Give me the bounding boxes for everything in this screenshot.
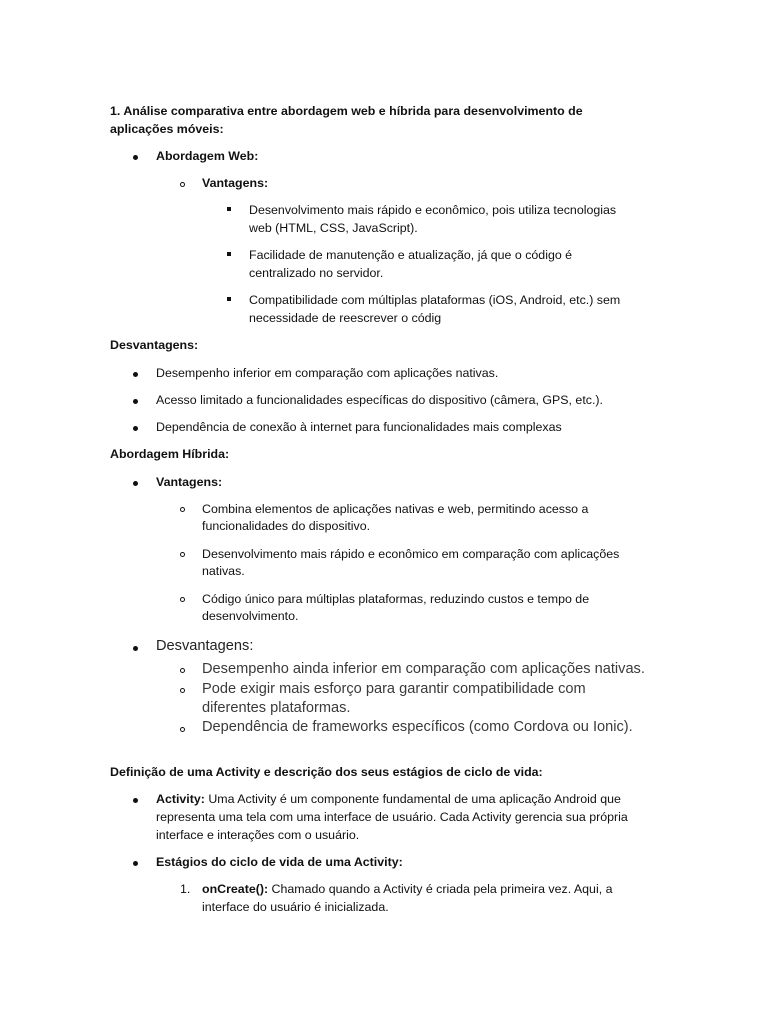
hibrida-title: Abordagem Híbrida: [110, 447, 230, 461]
bullet-circle-icon [180, 507, 185, 512]
bullet-dot-icon [133, 372, 138, 377]
bullet-circle-icon [180, 668, 185, 673]
bullet-dot-icon [133, 399, 138, 404]
list-item: web (HTML, CSS, JavaScript). [249, 221, 418, 235]
bullet-circle-icon [180, 552, 185, 557]
list-item: nativas. [202, 564, 245, 578]
web-vantagens-label: Vantagens: [202, 176, 269, 190]
section-heading-line1: 1. Análise comparativa entre abordagem web e híbrida para desenvolvimento de [110, 104, 583, 118]
web-title: Abordagem Web: [156, 149, 259, 163]
list-item: Pode exigir mais esforço para garantir compatibilidade com [202, 681, 586, 697]
bullet-square-icon [227, 207, 231, 211]
bullet-dot-icon [133, 155, 138, 160]
hibrida-desvantagens-label: Desvantagens: [156, 638, 254, 654]
list-item: funcionalidades do dispositivo. [202, 519, 371, 533]
bullet-dot-icon [133, 646, 138, 651]
bullet-square-icon [227, 252, 231, 256]
list-item: Compatibilidade com múltiplas plataformas (iOS, Android, etc.) sem [249, 293, 621, 307]
list-item: Combina elementos de aplicações nativas e web, permitindo acesso a [202, 502, 589, 516]
hibrida-vantagens-label: Vantagens: [156, 475, 223, 489]
bullet-dot-icon [133, 798, 138, 803]
list-item: Desempenho ainda inferior em comparação com aplicações nativas. [202, 661, 645, 677]
list-item: Facilidade de manutenção e atualização, já que o código é [249, 248, 573, 262]
list-item: Desenvolvimento mais rápido e econômico em comparação com aplicações [202, 547, 620, 561]
list-item: diferentes plataformas. [202, 700, 351, 716]
web-desvantagens-label: Desvantagens: [110, 338, 199, 352]
list-item: Dependência de frameworks específicos (como Cordova ou Ionic). [202, 719, 633, 735]
activity-def-line1: Activity: Uma Activity é um componente fundamental de uma aplicação Android que [156, 792, 621, 806]
list-item: Dependência de conexão à internet para funcionalidades mais complexas [156, 420, 562, 434]
stages-label: Estágios do ciclo de vida de uma Activity: [156, 855, 403, 869]
list-item: Acesso limitado a funcionalidades específicas do dispositivo (câmera, GPS, etc.). [156, 393, 603, 407]
activity-def-line3: interface e interações com o usuário. [156, 828, 360, 842]
bullet-circle-icon [180, 727, 185, 732]
bullet-dot-icon [133, 426, 138, 431]
bullet-dot-icon [133, 481, 138, 486]
list-item: Desenvolvimento mais rápido e econômico, pois utiliza tecnologias [249, 203, 617, 217]
stage-line1: onCreate(): Chamado quando a Activity é criada pela primeira vez. Aqui, a [202, 882, 613, 896]
stage-line2: interface do usuário é inicializada. [202, 900, 389, 914]
list-item: centralizado no servidor. [249, 266, 384, 280]
list-item: Desempenho inferior em comparação com aplicações nativas. [156, 366, 499, 380]
bullet-circle-icon [180, 597, 185, 602]
list-item: Código único para múltiplas plataformas, reduzindo custos e tempo de [202, 592, 590, 606]
section-heading-line2: aplicações móveis: [110, 122, 224, 136]
bullet-square-icon [227, 297, 231, 301]
list-number: 1. [180, 882, 191, 896]
list-item: desenvolvimento. [202, 609, 299, 623]
list-item: necessidade de reescrever o códig [249, 311, 442, 325]
activity-def-line2: representa uma tela com uma interface de usuário. Cada Activity gerencia sua própria [156, 810, 628, 824]
activity-heading: Definição de uma Activity e descrição dos seus estágios de ciclo de vida: [110, 765, 543, 779]
bullet-circle-icon [180, 688, 185, 693]
bullet-dot-icon [133, 861, 138, 866]
bullet-circle-icon [180, 182, 185, 187]
